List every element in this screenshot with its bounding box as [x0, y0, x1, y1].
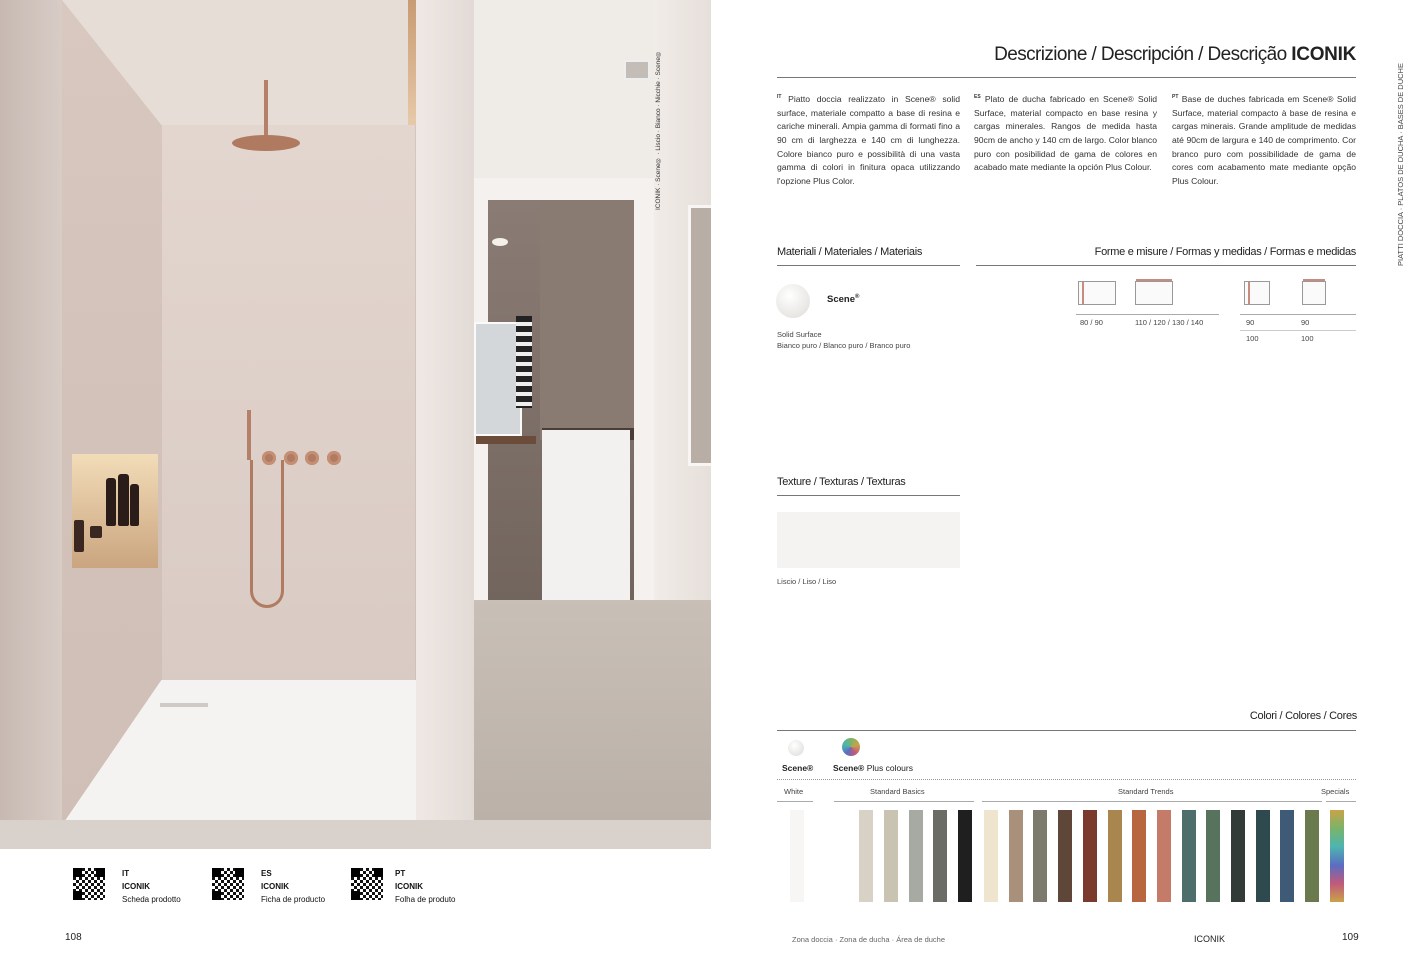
shape-diagram [1078, 281, 1116, 305]
colors-dotted-rule [777, 779, 1356, 780]
shape-diagram [1135, 281, 1173, 305]
scene-color-label: Scene® [782, 763, 814, 773]
color-swatch-trend[interactable] [1157, 810, 1171, 902]
qr-label-pt: PT ICONIK Folha de produto [395, 869, 456, 904]
photo-jar [74, 520, 84, 552]
product-photo [0, 0, 711, 849]
shape-size: 90 [1301, 318, 1310, 327]
qr-code-it[interactable] [73, 868, 105, 900]
color-swatch-trend[interactable] [1033, 810, 1047, 902]
material-desc: Solid Surface Bianco puro / Blanco puro / Branco puro [777, 330, 911, 350]
color-swatch-trend[interactable] [1206, 810, 1220, 902]
photo-ceiling-light [492, 238, 508, 246]
group-basics-rule [834, 801, 974, 802]
color-swatch-trend[interactable] [1009, 810, 1023, 902]
photo-caption: ICONIK · Scene® · Liscio · Bianco · Nicchie · Scene® [655, 50, 662, 210]
group-trends-rule [982, 801, 1322, 802]
texture-swatch [777, 512, 960, 568]
title-rule [777, 77, 1356, 78]
footer-product: ICONIK [1194, 934, 1226, 944]
group-trends-label: Standard Trends [1118, 787, 1174, 796]
photo-wall-niche [72, 454, 158, 568]
description-es: $^{ES}$ Plato de ducha fabricado en Scene® Solid Surface, material compacto en base resina y cargas minerales. Rangos de medida hasta 90cm de ancho y 140 cm de largo. Color blanco puro con posibilidad de gama de colores en acabado mate mediante la opción Plus Colour. [974, 93, 1158, 173]
photo-ceiling-spot [624, 60, 650, 80]
scene-color-dot [788, 740, 804, 756]
photo-light-strip [408, 0, 416, 125]
group-white-rule [777, 801, 813, 802]
photo-valve [327, 451, 341, 465]
photo-bottle [130, 484, 139, 526]
color-swatch-white[interactable] [790, 810, 804, 902]
color-swatch-special[interactable] [1330, 810, 1344, 902]
materials-rule [777, 265, 960, 266]
photo-valve [305, 451, 319, 465]
color-swatch-trend[interactable] [1305, 810, 1319, 902]
photo-corridor-wall [540, 200, 634, 440]
plus-colours-label: Scene® Plus colours [833, 763, 913, 773]
shapes-rule [976, 265, 1356, 266]
color-swatch-basic[interactable] [909, 810, 923, 902]
photo-artwork [516, 316, 532, 408]
photo-wall-panel [688, 205, 711, 466]
color-swatch-basic[interactable] [884, 810, 898, 902]
photo-table [476, 436, 536, 444]
photo-cabinet [542, 430, 630, 600]
shape-size: 90 [1246, 318, 1255, 327]
color-swatch-trend[interactable] [1256, 810, 1270, 902]
material-name: Scene® [827, 294, 860, 306]
photo-bottle [106, 478, 116, 526]
photo-shower-arm [264, 80, 268, 136]
colors-rule [777, 730, 1356, 731]
plus-colours-dot [842, 738, 860, 756]
description-it: $^{IT}$ Piatto doccia realizzato in Scene® solid surface, materiale compatto a base di resina e cariche minerali. Ampia gamma di formati fino a 90 cm di larghezza e 140 cm di lunghezza. Colore bianco puro e possibilità di una vasta gamma di colori in finitura opaca utilizzando l'opzione Plus Color. [777, 93, 960, 187]
shapes-subrule [1076, 314, 1219, 315]
color-swatch-trend[interactable] [1108, 810, 1122, 902]
photo-shower-hose [250, 460, 284, 608]
description-pt: $^{PT}$ Base de duches fabricada em Scene® Solid Surface, material compacto à base de resina e cargas minerais. Grande amplitude de medidas até 90cm de largura e 140 de comprimento. Cor branco puro com possibilidade de gama de cores com acabamento mate mediante opção Plus Colour. [1172, 93, 1356, 187]
side-section-label: PIATTI DOCCIA · PLATOS DE DUCHA · BASES DE DUCHE [1396, 63, 1405, 266]
shapes-subrule [1240, 330, 1356, 331]
photo-window [474, 322, 522, 436]
photo-floor [474, 600, 711, 849]
shape-size: 100 [1246, 334, 1259, 343]
shapes-subrule [1240, 314, 1356, 315]
group-specials-label: Specials [1321, 787, 1350, 796]
colors-heading: Colori / Colores / Cores [1249, 710, 1357, 722]
photo-floor-front [0, 820, 711, 849]
photo-shower-back-wall [162, 125, 415, 685]
texture-heading: Texture / Texturas / Texturas [777, 476, 906, 488]
page-number-right: 109 [1342, 932, 1359, 943]
color-swatch-trend[interactable] [1231, 810, 1245, 902]
photo-bottle [118, 474, 129, 526]
color-swatch-trend[interactable] [1280, 810, 1294, 902]
shape-size: 110 / 120 / 130 / 140 [1135, 318, 1204, 327]
shapes-heading: Forme e misure / Formas y medidas / Formas e medidas [1094, 246, 1356, 258]
page-title: Descrizione / Descripción / Descrição ICONIK [994, 44, 1356, 65]
shape-diagram [1244, 281, 1270, 305]
photo-rain-shower-head [232, 135, 300, 151]
color-swatch-trend[interactable] [984, 810, 998, 902]
color-swatch-trend[interactable] [1058, 810, 1072, 902]
shape-size: 80 / 90 [1080, 318, 1103, 327]
photo-hand-shower [247, 410, 251, 460]
group-basics-label: Standard Basics [870, 787, 925, 796]
color-swatch-basic[interactable] [933, 810, 947, 902]
color-swatch-trend[interactable] [1132, 810, 1146, 902]
color-swatch-trend[interactable] [1182, 810, 1196, 902]
qr-label-es: ES ICONIK Ficha de producto [261, 869, 326, 904]
shape-size: 100 [1301, 334, 1314, 343]
photo-drain-grate [160, 703, 208, 707]
footer-zone: Zona doccia · Zona de ducha · Área de duche [792, 935, 946, 944]
texture-label: Liscio / Liso / Liso [777, 577, 837, 586]
photo-valve [262, 451, 276, 465]
materials-heading: Materiali / Materiales / Materiais [777, 246, 923, 258]
photo-left-wall [0, 0, 62, 849]
qr-code-pt[interactable] [351, 868, 383, 900]
group-white-label: White [784, 787, 804, 796]
group-specials-rule [1326, 801, 1356, 802]
shape-diagram [1302, 281, 1326, 305]
material-swatch [776, 284, 810, 318]
page-number-left: 108 [65, 932, 82, 943]
photo-valve [284, 451, 298, 465]
color-swatch-basic[interactable] [859, 810, 873, 902]
texture-rule [777, 495, 960, 496]
qr-code-es[interactable] [212, 868, 244, 900]
photo-jar [90, 526, 102, 538]
color-swatch-trend[interactable] [1083, 810, 1097, 902]
color-swatch-basic[interactable] [958, 810, 972, 902]
photo-pillar [416, 0, 474, 849]
qr-label-it: IT ICONIK Scheda prodotto [122, 869, 181, 904]
